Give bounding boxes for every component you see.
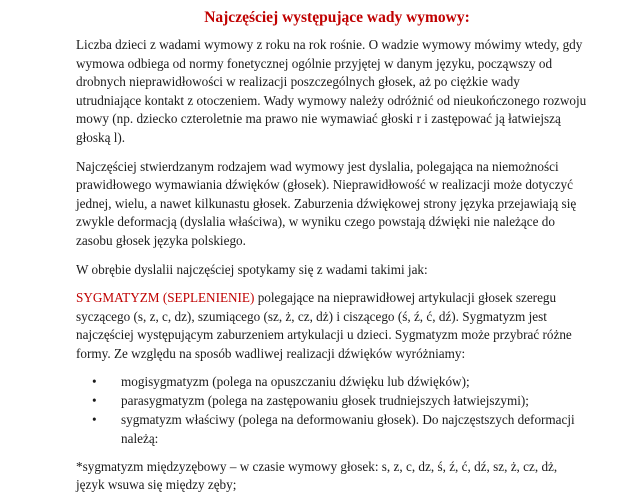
bullet-icon: •: [92, 392, 97, 408]
list-item: [84, 410, 588, 448]
sygmatyzm-types-list: [76, 372, 588, 448]
list-item-text: sygmatyzm właściwy (polega na deformowaniu głosek). Do najczęstszych deformacji należą:: [121, 411, 575, 446]
bullet-icon: •: [92, 411, 97, 427]
paragraph-intro: Liczba dzieci z wadami wymowy z roku na rok rośnie. O wadzie wymowy mówimy wtedy, gdy wymowa odbiega od normy fonetycznej ogólnie przyjętej w danym języku, począwszy od drobnych nieprawidłowości w realizacji poszczególnych głosek, aż po ciężkie wady utrudniające kontakt z otoczeniem. Wady wymowy należy odróżnić od nieukończonego rozwoju mowy (np. dziecko czteroletnie ma prawo nie wymawiać głoski r i zastępować ją łatwiejszą głoską l).: [76, 37, 587, 145]
list-item: [84, 391, 588, 410]
paragraph-interdental: *sygmatyzm międzyzębowy – w czasie wymowy głosek: s, z, c, dz, ś, ź, ć, dź, sz, ż, cz, dż, język wsuwa się między zęby;: [76, 458, 558, 493]
list-item-text: mogisygmatyzm (polega na opuszczaniu dźwięku lub dźwięków);: [121, 373, 470, 389]
paragraph-sygmatyzm: [76, 289, 588, 363]
list-item: [84, 372, 588, 391]
list-item-text: parasygmatyzm (polega na zastępowaniu głosek trudniejszych łatwiejszymi);: [121, 392, 529, 408]
sygmatyzm-description: polegające na nieprawidłowej artykulacji głosek szeregu syczącego (s, z, c, dz), szumiącego (sz, ż, cz, dż) i ciszącego (ś, ź, ć, dź). Sygmatyzm jest najczęściej występującym zaburzeniem artykulacji u dzieci. Sygmatyzm może przybrać różne formy. Ze względu na sposób wadliwej realizacji dźwięków wyróżniamy:: [76, 290, 572, 361]
document-title: Najczęściej występujące wady wymowy:: [204, 9, 470, 26]
paragraph-dyslalia: Najczęściej stwierdzanym rodzajem wad wymowy jest dyslalia, polegająca na niemożności prawidłowego wymawiania dźwięków (głosek). Nieprawidłowość w realizacji może dotyczyć jednej, wielu, a nawet kilkunastu głosek. Zaburzenia dźwiękowej strony języka przejawiają się zwykle deformacją (dyslalia właściwa), w wyniku czego powstają dźwięki nie należące do zasobu głosek języka polskiego.: [76, 158, 577, 248]
paragraph-types-intro: W obrębie dyslalii najczęściej spotykamy się z wadami takimi jak:: [76, 261, 428, 277]
bullet-icon: •: [92, 373, 97, 389]
sygmatyzm-heading: SYGMATYZM (SEPLENIENIE): [76, 290, 255, 306]
